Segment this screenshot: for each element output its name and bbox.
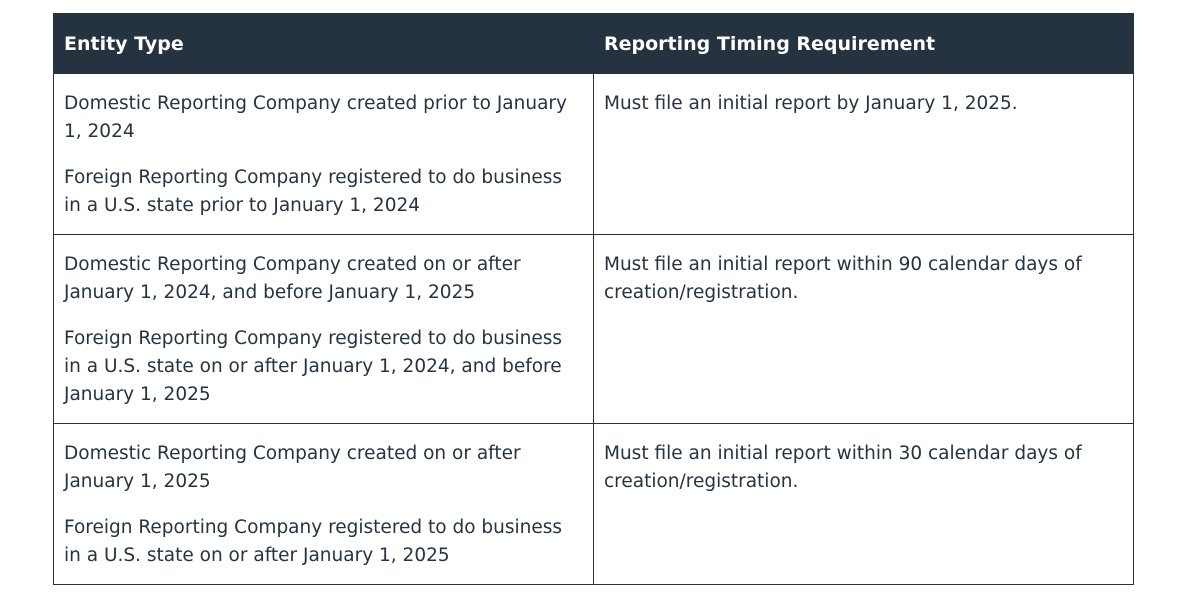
requirement-cell (594, 235, 1134, 424)
requirement-text: Must file an initial report by January 1, 2025. (604, 93, 1018, 114)
reporting-requirements-table (53, 13, 1134, 585)
entity-type-cell (54, 235, 594, 424)
table-header (54, 14, 1134, 74)
table-body (54, 74, 1134, 585)
entity-description: Foreign Reporting Company registered to do business in a U.S. state on or after January 1, 2024, and before January 1, 2025 (64, 328, 563, 405)
entity-type-cell (54, 424, 594, 585)
column-header-entity-type: Entity Type (54, 14, 594, 74)
requirement-text: Must file an initial report within 90 calendar days of creation/registration. (604, 254, 1082, 303)
table-row (54, 424, 1134, 585)
column-header-reporting-timing: Reporting Timing Requirement (594, 14, 1134, 74)
requirement-text: Must file an initial report within 30 calendar days of creation/registration. (604, 443, 1082, 492)
entity-description: Domestic Reporting Company created on or after January 1, 2024, and before January 1, 2025 (64, 254, 521, 303)
entity-description: Domestic Reporting Company created on or after January 1, 2025 (64, 443, 521, 492)
table-row (54, 235, 1134, 424)
table-row (54, 74, 1134, 235)
reporting-requirements-table-container (53, 13, 1133, 585)
entity-description: Foreign Reporting Company registered to do business in a U.S. state on or after January 1, 2025 (64, 517, 563, 566)
entity-type-cell (54, 74, 594, 235)
requirement-cell (594, 74, 1134, 235)
header-row (54, 14, 1134, 74)
entity-description: Domestic Reporting Company created prior to January 1, 2024 (64, 93, 567, 142)
entity-description: Foreign Reporting Company registered to do business in a U.S. state prior to January 1, 2024 (64, 167, 563, 216)
requirement-cell (594, 424, 1134, 585)
